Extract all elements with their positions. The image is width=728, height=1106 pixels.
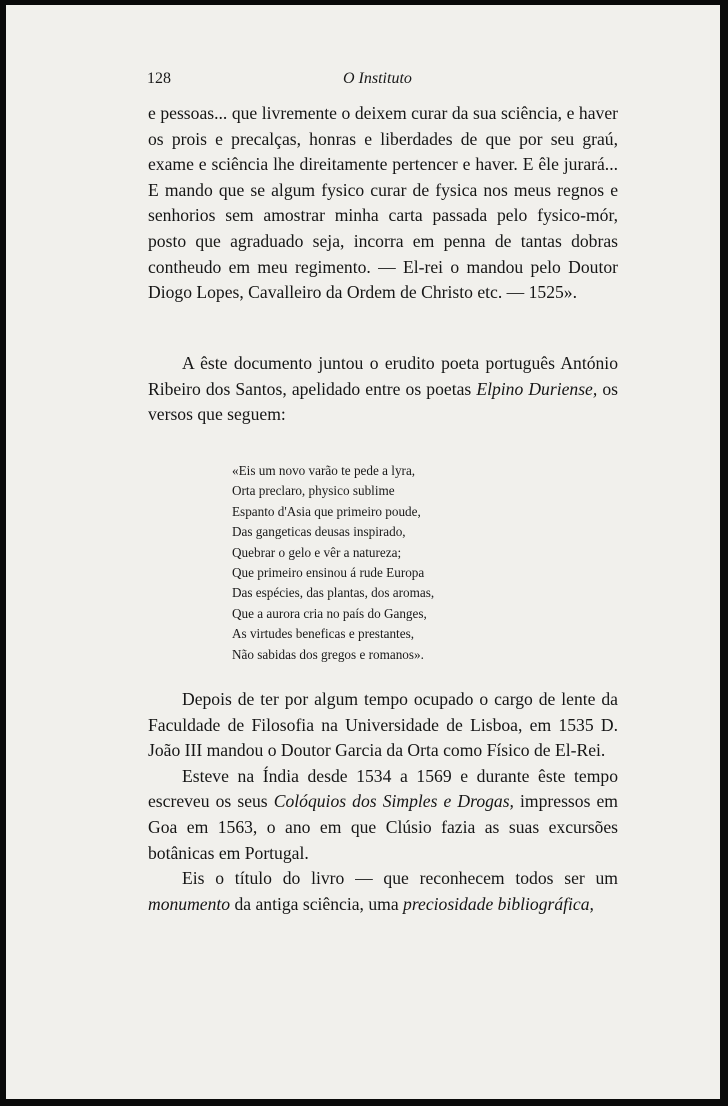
paragraph-5-italic-1: monumento <box>148 893 231 914</box>
poem-line: Que primeiro ensinou á rude Europa <box>232 565 425 581</box>
paragraph-1: e pessoas... que livremente o deixem curar da sua sciência, e haver os prois e precalças, honras e liberdades de que por seu graú, exame e sciência lhe direitamente pertencer e haver. E êle jurará... E mando que se algum fysico curar de fysica nos meus regnos e senhorios sem amostrar minha carta passada pelo fysico-mór, posto que agraduado seja, incorra em penna de tantas dobras contheudo em meu regimento. — El-rei o mandou pelo Doutor Diogo Lopes, Cavalleiro da Ordem de Christo etc. — 1525». <box>148 103 618 303</box>
poem-line: «Eis um novo varão te pede a lyra, <box>232 463 416 478</box>
poem-line: Das espécies, das plantas, dos aromas, <box>232 585 435 601</box>
book-page <box>6 5 720 1099</box>
poem-line: As virtudes beneficas e prestantes, <box>232 626 414 642</box>
paragraph-4 <box>148 764 618 866</box>
paragraph-2-italic: Elpino Duriense, <box>476 378 598 399</box>
paragraph-3: Depois de ter por algum tempo ocupado o cargo de lente da Faculdade de Filosofia na Universidade de Lisboa, em 1535 D. João III mandou o Doutor Garcia da Orta como Físico de El-Rei. <box>148 689 618 761</box>
text-block-2 <box>148 351 618 428</box>
paragraph-2-text-end: os versos que seguem: <box>148 378 618 425</box>
paragraph-5-text: Eis o título do livro — que reconhecem todos ser um <box>182 868 618 889</box>
paragraph-2-text: A êste documento juntou o erudito poeta português António Ribeiro dos Santos, apelidado entre os poetas <box>148 353 618 399</box>
paragraph-4-text: Esteve na Índia desde 1534 a 1569 e durante êste tempo escreveu os seus <box>148 765 618 812</box>
poem <box>232 461 552 665</box>
paragraph-4-italic: Colóquios dos Simples e Drogas, <box>273 791 514 812</box>
poem-line: Que a aurora cria no país do Ganges, <box>232 605 427 621</box>
paragraph-2 <box>148 351 618 428</box>
poem-line: Orta preclaro, physico sublime <box>232 483 395 499</box>
running-title: O Instituto <box>343 70 412 87</box>
text-block-3 <box>148 687 618 917</box>
paragraph-5 <box>148 866 618 917</box>
poem-line: Quebrar o gelo e vêr a natureza; <box>232 544 402 560</box>
poem-line: Das gangeticas deusas inspirado, <box>232 524 406 540</box>
paragraph-5-text-middle: da antiga sciência, uma <box>230 893 404 914</box>
poem-line: Espanto d'Asia que primeiro poude, <box>232 503 421 519</box>
poem-line: Não sabidas dos gregos e romanos». <box>232 646 424 662</box>
paragraph-5-italic-2: preciosidade bibliográfica, <box>403 893 594 914</box>
page-header <box>6 70 720 94</box>
paragraph-4-text-end: impressos em Goa em 1563, o ano em que Clúsio fazia as suas excursões botânicas em Portugal. <box>148 791 618 863</box>
text-block-1 <box>148 101 618 306</box>
page-number: 128 <box>147 70 171 87</box>
